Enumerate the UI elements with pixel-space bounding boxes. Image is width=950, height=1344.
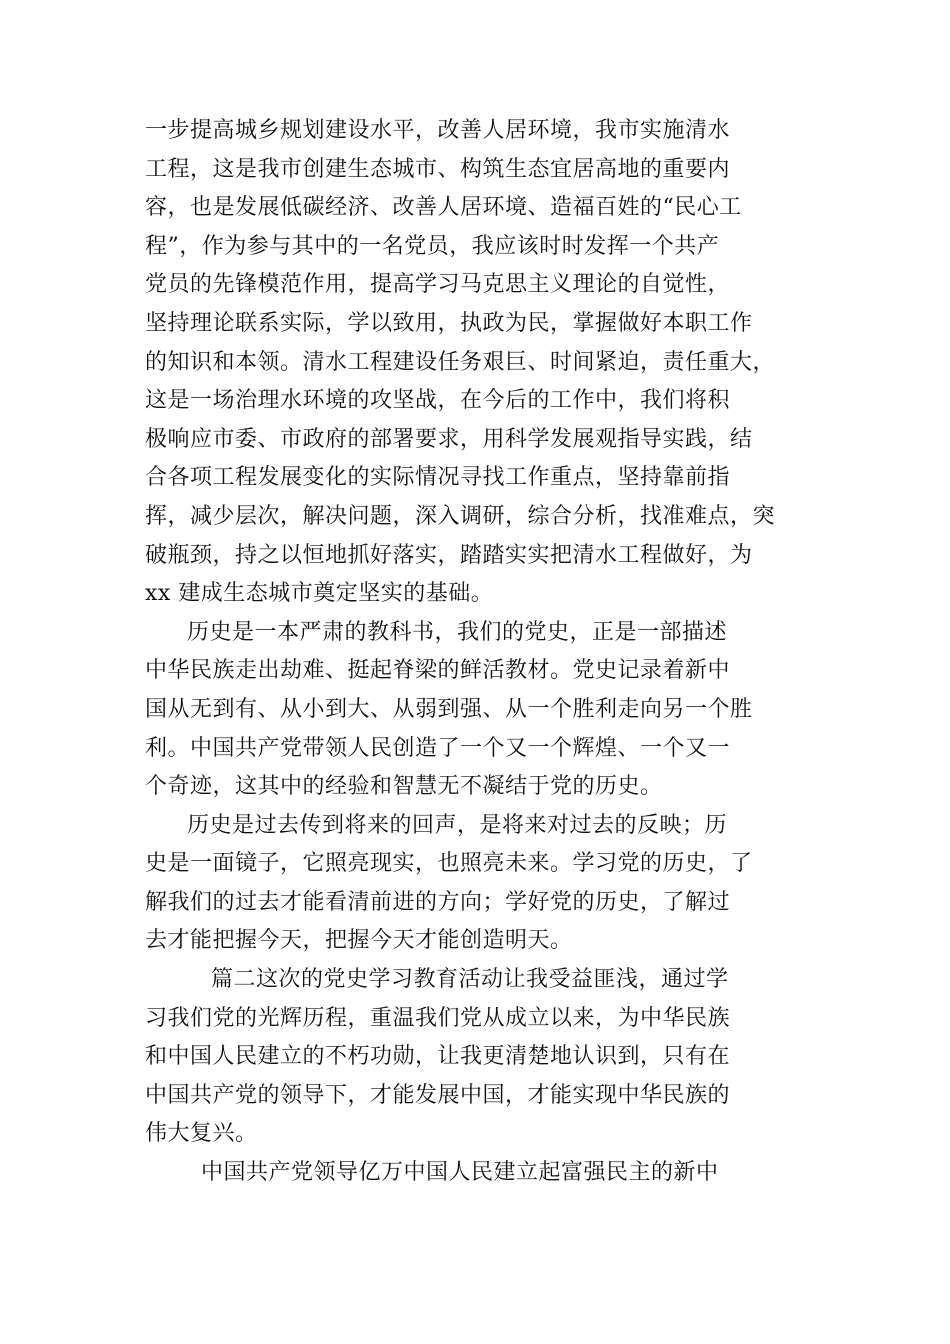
- text-line: 中国共产党的领导下，才能发展中国，才能实现中华民族的: [145, 1082, 731, 1108]
- text-line: 坚持理论联系实际，学以致用，执政为民，掌握做好本职工作: [145, 310, 753, 336]
- text-line: 篇二这次的党史学习教育活动让我受益匪浅，通过学: [211, 967, 729, 993]
- text-line: 容，也是发展低碳经济、改善人居环境、造福百姓的“民心工: [145, 195, 742, 221]
- text-line: 去才能把握今天，把握今天才能创造明天。: [145, 928, 573, 954]
- text-line: 挥，减少层次，解决问题，深入调研，综合分析，找准难点，突: [145, 503, 776, 529]
- paragraph-5: [145, 1154, 815, 1193]
- paragraph-1: [145, 112, 815, 614]
- text-line: 和中国人民建立的不朽功勋，让我更清楚地认识到，只有在: [145, 1044, 731, 1070]
- text-line: 个奇迹，这其中的经验和智慧无不凝结于党的历史。: [145, 774, 663, 800]
- text-line: 习我们党的光辉历程，重温我们党从成立以来，为中华民族: [145, 1005, 731, 1031]
- text-line: 国从无到有、从小到大、从弱到强、从一个胜利走向另一个胜: [145, 696, 753, 722]
- text-line: xx 建成生态城市奠定坚实的基础。: [145, 581, 494, 607]
- text-line: 的知识和本领。清水工程建设任务艰巨、时间紧迫，责任重大，: [145, 349, 776, 375]
- text-line: 中国共产党领导亿万中国人民建立起富强民主的新中: [201, 1160, 719, 1186]
- paragraph-2: [145, 614, 815, 807]
- text-line: 工程，这是我市创建生态城市、构筑生态宜居高地的重要内: [145, 156, 731, 182]
- text-line: 党员的先锋模范作用，提高学习马克思主义理论的自觉性，: [145, 272, 731, 298]
- text-line: 历史是过去传到将来的回声，是将来对过去的反映；历: [187, 812, 728, 838]
- text-line: 解我们的过去才能看清前进的方向；学好党的历史，了解过: [145, 889, 731, 915]
- text-line: 史是一面镜子，它照亮现实，也照亮未来。学习党的历史，了: [145, 851, 753, 877]
- paragraph-4: [145, 961, 815, 1154]
- text-line: 利。中国共产党带领人民创造了一个又一个辉煌、一个又一: [145, 735, 731, 761]
- text-line: 这是一场治理水环境的攻坚战，在今后的工作中，我们将积: [145, 388, 731, 414]
- text-line: 历史是一本严肃的教科书，我们的党史，正是一部描述: [187, 619, 728, 645]
- text-line: 程”，作为参与其中的一名党员，我应该时时发挥一个共产: [145, 233, 720, 259]
- text-line: 极响应市委、市政府的部署要求，用科学发展观指导实践，结: [145, 426, 753, 452]
- text-line: 一步提高城乡规划建设水平，改善人居环境，我市实施清水: [145, 118, 731, 143]
- text-line: 中华民族走出劫难、挺起脊梁的鲜活教材。党史记录着新中: [145, 658, 731, 684]
- text-line: 破瓶颈，持之以恒地抓好落实，踏踏实实把清水工程做好，为: [145, 542, 753, 568]
- text-line: 合各项工程发展变化的实际情况寻找工作重点，坚持靠前指: [145, 465, 731, 491]
- paragraph-3: [145, 807, 815, 961]
- text-line: 伟大复兴。: [145, 1121, 258, 1147]
- document-body: [145, 112, 815, 1193]
